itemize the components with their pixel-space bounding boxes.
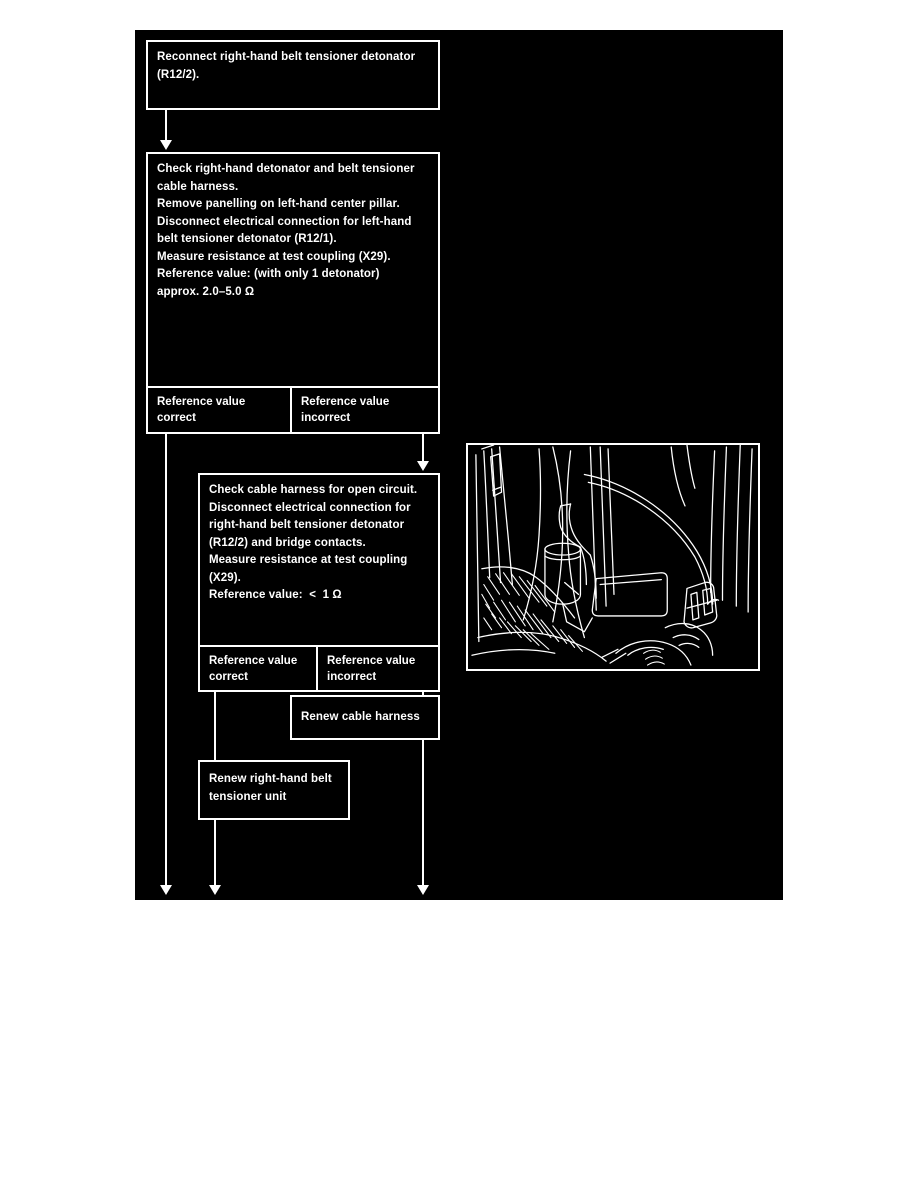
result-row-open-circuit xyxy=(198,645,440,692)
flow-node-check-open-circuit-line-4: Measure resistance at test coupling xyxy=(209,554,408,566)
flow-node-check-detonator-line-1: cable harness. xyxy=(157,180,239,193)
connector-renew-unit-bottom xyxy=(214,820,216,887)
flow-node-reconnect xyxy=(146,40,440,110)
arrowhead-check-correct-longdrop xyxy=(160,885,172,895)
flow-node-renew-cable-harness xyxy=(290,695,440,740)
connector-reconnect-to-check xyxy=(165,110,167,142)
flow-node-check-open-circuit-line-6: Reference value: < 1 Ω xyxy=(209,589,342,601)
flow-node-renew-cable-harness-body xyxy=(292,697,438,733)
result-cell-open-circuit-incorrect-line-0: Reference value xyxy=(327,655,416,667)
arrowhead-check-incorrect-to-open-circuit xyxy=(417,461,429,471)
flow-node-reconnect-line-0: Reconnect right-hand belt tensioner detonator xyxy=(157,51,416,63)
result-cell-open-circuit-correct-line-0: Reference value xyxy=(209,655,298,667)
flow-node-check-open-circuit-line-5: (X29). xyxy=(209,571,241,584)
flow-node-renew-tensioner-unit xyxy=(198,760,350,820)
flow-node-check-detonator xyxy=(146,152,440,424)
technical-illustration xyxy=(466,443,760,671)
result-cell-incorrect-line-1: incorrect xyxy=(301,412,351,424)
arrowhead-renew-harness-bottom xyxy=(417,885,429,895)
flow-node-check-open-circuit xyxy=(198,473,440,690)
flow-node-check-detonator-line-4: belt tensioner detonator (R12/1). xyxy=(157,233,337,245)
flow-node-check-detonator-line-2: Remove panelling on left-hand center pillar. xyxy=(157,198,400,210)
flow-node-check-open-circuit-line-1: Disconnect electrical connection for xyxy=(209,501,411,514)
flow-node-check-open-circuit-line-0: Check cable harness for open circuit. xyxy=(209,484,418,496)
result-cell-correct-line-0: Reference value xyxy=(157,396,246,408)
flow-node-check-open-circuit-line-3: (R12/2) and bridge contacts. xyxy=(209,536,366,549)
arrowhead-reconnect-to-check xyxy=(160,140,172,150)
result-cell-open-circuit-incorrect xyxy=(318,647,438,690)
result-cell-incorrect-line-0: Reference value xyxy=(301,396,390,408)
flow-node-check-detonator-line-6: Reference value: (with only 1 detonator) xyxy=(157,268,380,280)
diagram-canvas xyxy=(135,30,783,900)
result-cell-open-circuit-correct xyxy=(200,647,318,690)
connector-check-correct-longdrop xyxy=(165,432,167,887)
flow-node-check-detonator-line-5: Measure resistance at test coupling (X29). xyxy=(157,250,391,263)
flow-node-check-detonator-line-3: Disconnect electrical connection for left-hand xyxy=(157,215,412,228)
result-cell-incorrect xyxy=(292,388,438,432)
result-row-check-detonator xyxy=(146,386,440,434)
flow-node-reconnect-body xyxy=(148,42,438,90)
flow-node-check-open-circuit-body xyxy=(200,475,438,611)
flow-node-check-detonator-body xyxy=(148,154,438,307)
connector-check-incorrect-to-open-circuit xyxy=(422,432,424,463)
flow-node-renew-tensioner-unit-line-0: Renew right-hand belt xyxy=(209,773,332,785)
arrowhead-renew-unit-bottom xyxy=(209,885,221,895)
flow-node-reconnect-line-1: (R12/2). xyxy=(157,68,200,81)
result-cell-open-circuit-correct-line-1: correct xyxy=(209,671,248,683)
connector-renew-harness-bottom xyxy=(422,740,424,887)
flow-node-check-open-circuit-line-2: right-hand belt tensioner detonator xyxy=(209,519,405,531)
flow-node-renew-tensioner-unit-line-1: tensioner unit xyxy=(209,790,287,803)
result-cell-correct xyxy=(148,388,292,432)
result-cell-open-circuit-incorrect-line-1: incorrect xyxy=(327,671,377,683)
flow-node-renew-cable-harness-line-0: Renew cable harness xyxy=(301,711,420,723)
flow-node-check-detonator-line-7: approx. 2.0–5.0 Ω xyxy=(157,285,255,298)
flow-node-renew-tensioner-unit-body xyxy=(200,762,348,812)
technical-illustration-drawing xyxy=(468,445,758,669)
flow-node-check-detonator-line-0: Check right-hand detonator and belt tensioner xyxy=(157,163,415,175)
result-cell-correct-line-1: correct xyxy=(157,412,196,424)
